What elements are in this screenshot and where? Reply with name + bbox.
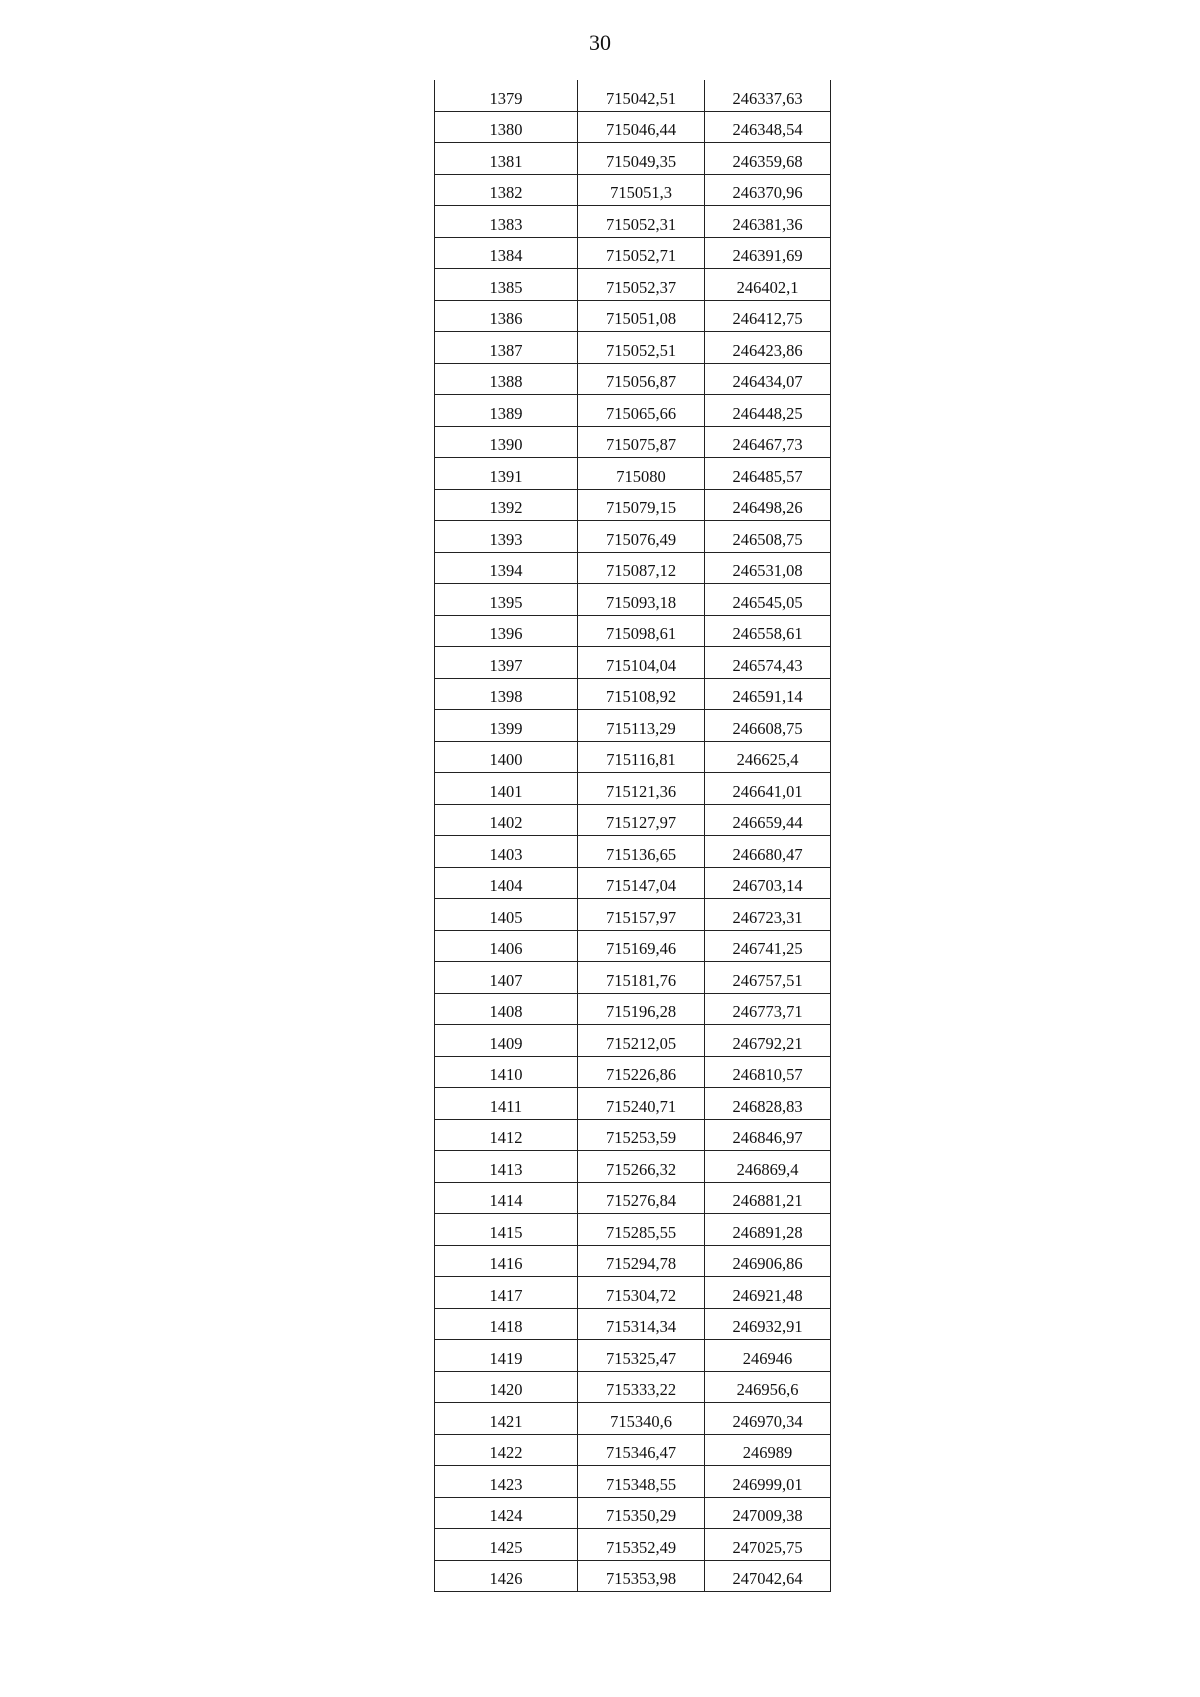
point-number-cell: 1408	[435, 993, 578, 1025]
table-row	[435, 1403, 831, 1435]
table-row	[435, 1277, 831, 1309]
table-row	[435, 80, 831, 111]
table-row	[435, 1560, 831, 1592]
y-coordinate-cell: 246659,44	[705, 804, 831, 836]
point-number-cell: 1426	[435, 1560, 578, 1592]
y-coordinate-cell: 246680,47	[705, 836, 831, 868]
table-row	[435, 1245, 831, 1277]
y-coordinate-cell: 246757,51	[705, 962, 831, 994]
x-coordinate-cell: 715104,04	[578, 647, 705, 679]
point-number-cell: 1403	[435, 836, 578, 868]
x-coordinate-cell: 715196,28	[578, 993, 705, 1025]
y-coordinate-cell: 246608,75	[705, 710, 831, 742]
point-number-cell: 1379	[435, 80, 578, 111]
table-row	[435, 1119, 831, 1151]
x-coordinate-cell: 715052,51	[578, 332, 705, 364]
x-coordinate-cell: 715046,44	[578, 111, 705, 143]
x-coordinate-cell: 715052,31	[578, 206, 705, 238]
y-coordinate-cell: 246337,63	[705, 80, 831, 111]
point-number-cell: 1392	[435, 489, 578, 521]
x-coordinate-cell: 715285,55	[578, 1214, 705, 1246]
y-coordinate-cell: 246703,14	[705, 867, 831, 899]
point-number-cell: 1406	[435, 930, 578, 962]
y-coordinate-cell: 246741,25	[705, 930, 831, 962]
point-number-cell: 1410	[435, 1056, 578, 1088]
point-number-cell: 1382	[435, 174, 578, 206]
point-number-cell: 1413	[435, 1151, 578, 1183]
y-coordinate-cell: 246773,71	[705, 993, 831, 1025]
x-coordinate-cell: 715056,87	[578, 363, 705, 395]
x-coordinate-cell: 715113,29	[578, 710, 705, 742]
y-coordinate-cell: 246956,6	[705, 1371, 831, 1403]
x-coordinate-cell: 715051,3	[578, 174, 705, 206]
table-row	[435, 1025, 831, 1057]
y-coordinate-cell: 247009,38	[705, 1497, 831, 1529]
point-number-cell: 1420	[435, 1371, 578, 1403]
x-coordinate-cell: 715052,71	[578, 237, 705, 269]
x-coordinate-cell: 715049,35	[578, 143, 705, 175]
y-coordinate-cell: 246381,36	[705, 206, 831, 238]
point-number-cell: 1395	[435, 584, 578, 616]
point-number-cell: 1412	[435, 1119, 578, 1151]
table-row	[435, 174, 831, 206]
x-coordinate-cell: 715098,61	[578, 615, 705, 647]
x-coordinate-cell: 715052,37	[578, 269, 705, 301]
y-coordinate-cell: 246989	[705, 1434, 831, 1466]
point-number-cell: 1414	[435, 1182, 578, 1214]
x-coordinate-cell: 715127,97	[578, 804, 705, 836]
point-number-cell: 1417	[435, 1277, 578, 1309]
table-row	[435, 269, 831, 301]
x-coordinate-cell: 715226,86	[578, 1056, 705, 1088]
point-number-cell: 1401	[435, 773, 578, 805]
table-row	[435, 1214, 831, 1246]
x-coordinate-cell: 715116,81	[578, 741, 705, 773]
point-number-cell: 1423	[435, 1466, 578, 1498]
y-coordinate-cell: 246591,14	[705, 678, 831, 710]
point-number-cell: 1383	[435, 206, 578, 238]
point-number-cell: 1415	[435, 1214, 578, 1246]
table-row	[435, 993, 831, 1025]
point-number-cell: 1399	[435, 710, 578, 742]
y-coordinate-cell: 246846,97	[705, 1119, 831, 1151]
y-coordinate-cell: 246558,61	[705, 615, 831, 647]
point-number-cell: 1425	[435, 1529, 578, 1561]
y-coordinate-cell: 246348,54	[705, 111, 831, 143]
y-coordinate-cell: 246391,69	[705, 237, 831, 269]
point-number-cell: 1380	[435, 111, 578, 143]
x-coordinate-cell: 715333,22	[578, 1371, 705, 1403]
point-number-cell: 1405	[435, 899, 578, 931]
x-coordinate-cell: 715346,47	[578, 1434, 705, 1466]
point-number-cell: 1389	[435, 395, 578, 427]
x-coordinate-cell: 715042,51	[578, 80, 705, 111]
point-number-cell: 1416	[435, 1245, 578, 1277]
y-coordinate-cell: 246498,26	[705, 489, 831, 521]
y-coordinate-cell: 246792,21	[705, 1025, 831, 1057]
table-row	[435, 1497, 831, 1529]
y-coordinate-cell: 246448,25	[705, 395, 831, 427]
y-coordinate-cell: 246641,01	[705, 773, 831, 805]
table-row	[435, 1466, 831, 1498]
x-coordinate-cell: 715108,92	[578, 678, 705, 710]
table-row	[435, 143, 831, 175]
x-coordinate-cell: 715276,84	[578, 1182, 705, 1214]
table-row	[435, 930, 831, 962]
x-coordinate-cell: 715076,49	[578, 521, 705, 553]
y-coordinate-cell: 246828,83	[705, 1088, 831, 1120]
x-coordinate-cell: 715353,98	[578, 1560, 705, 1592]
y-coordinate-cell: 246970,34	[705, 1403, 831, 1435]
y-coordinate-cell: 246467,73	[705, 426, 831, 458]
table-row	[435, 710, 831, 742]
x-coordinate-cell: 715080	[578, 458, 705, 490]
y-coordinate-cell: 246545,05	[705, 584, 831, 616]
y-coordinate-cell: 246485,57	[705, 458, 831, 490]
x-coordinate-cell: 715079,15	[578, 489, 705, 521]
table-row	[435, 647, 831, 679]
point-number-cell: 1421	[435, 1403, 578, 1435]
point-number-cell: 1391	[435, 458, 578, 490]
point-number-cell: 1418	[435, 1308, 578, 1340]
x-coordinate-cell: 715087,12	[578, 552, 705, 584]
table-row	[435, 741, 831, 773]
y-coordinate-cell: 246370,96	[705, 174, 831, 206]
y-coordinate-cell: 246869,4	[705, 1151, 831, 1183]
table-row	[435, 206, 831, 238]
table-row	[435, 1434, 831, 1466]
y-coordinate-cell: 246423,86	[705, 332, 831, 364]
y-coordinate-cell: 246508,75	[705, 521, 831, 553]
point-number-cell: 1387	[435, 332, 578, 364]
point-number-cell: 1385	[435, 269, 578, 301]
x-coordinate-cell: 715348,55	[578, 1466, 705, 1498]
y-coordinate-cell: 247025,75	[705, 1529, 831, 1561]
point-number-cell: 1409	[435, 1025, 578, 1057]
y-coordinate-cell: 246946	[705, 1340, 831, 1372]
x-coordinate-cell: 715253,59	[578, 1119, 705, 1151]
table-row	[435, 300, 831, 332]
y-coordinate-cell: 246412,75	[705, 300, 831, 332]
table-row	[435, 1371, 831, 1403]
x-coordinate-cell: 715304,72	[578, 1277, 705, 1309]
x-coordinate-cell: 715352,49	[578, 1529, 705, 1561]
point-number-cell: 1422	[435, 1434, 578, 1466]
point-number-cell: 1388	[435, 363, 578, 395]
point-number-cell: 1407	[435, 962, 578, 994]
table-row	[435, 489, 831, 521]
x-coordinate-cell: 715181,76	[578, 962, 705, 994]
x-coordinate-cell: 715314,34	[578, 1308, 705, 1340]
y-coordinate-cell: 246906,86	[705, 1245, 831, 1277]
y-coordinate-cell: 246531,08	[705, 552, 831, 584]
table-row	[435, 1056, 831, 1088]
page-number: 30	[589, 30, 611, 55]
table-row	[435, 395, 831, 427]
point-number-cell: 1394	[435, 552, 578, 584]
table-row	[435, 1182, 831, 1214]
table-row	[435, 1529, 831, 1561]
table-row	[435, 111, 831, 143]
table-row	[435, 899, 831, 931]
y-coordinate-cell: 247042,64	[705, 1560, 831, 1592]
x-coordinate-cell: 715147,04	[578, 867, 705, 899]
y-coordinate-cell: 246881,21	[705, 1182, 831, 1214]
x-coordinate-cell: 715136,65	[578, 836, 705, 868]
point-number-cell: 1402	[435, 804, 578, 836]
y-coordinate-cell: 246723,31	[705, 899, 831, 931]
y-coordinate-cell: 246574,43	[705, 647, 831, 679]
table-row	[435, 458, 831, 490]
y-coordinate-cell: 246810,57	[705, 1056, 831, 1088]
y-coordinate-cell: 246625,4	[705, 741, 831, 773]
table-row	[435, 584, 831, 616]
point-number-cell: 1400	[435, 741, 578, 773]
y-coordinate-cell: 246999,01	[705, 1466, 831, 1498]
y-coordinate-cell: 246891,28	[705, 1214, 831, 1246]
table-row	[435, 237, 831, 269]
x-coordinate-cell: 715093,18	[578, 584, 705, 616]
x-coordinate-cell: 715340,6	[578, 1403, 705, 1435]
y-coordinate-cell: 246359,68	[705, 143, 831, 175]
y-coordinate-cell: 246921,48	[705, 1277, 831, 1309]
table-row	[435, 426, 831, 458]
point-number-cell: 1386	[435, 300, 578, 332]
point-number-cell: 1404	[435, 867, 578, 899]
point-number-cell: 1411	[435, 1088, 578, 1120]
y-coordinate-cell: 246434,07	[705, 363, 831, 395]
table-row	[435, 1088, 831, 1120]
table-row	[435, 962, 831, 994]
table-row	[435, 836, 831, 868]
point-number-cell: 1424	[435, 1497, 578, 1529]
point-number-cell: 1393	[435, 521, 578, 553]
point-number-cell: 1396	[435, 615, 578, 647]
x-coordinate-cell: 715240,71	[578, 1088, 705, 1120]
x-coordinate-cell: 715266,32	[578, 1151, 705, 1183]
point-number-cell: 1397	[435, 647, 578, 679]
x-coordinate-cell: 715121,36	[578, 773, 705, 805]
x-coordinate-cell: 715169,46	[578, 930, 705, 962]
x-coordinate-cell: 715075,87	[578, 426, 705, 458]
y-coordinate-cell: 246932,91	[705, 1308, 831, 1340]
x-coordinate-cell: 715051,08	[578, 300, 705, 332]
table-row	[435, 1340, 831, 1372]
table-row	[435, 804, 831, 836]
y-coordinate-cell: 246402,1	[705, 269, 831, 301]
table-row	[435, 773, 831, 805]
table-row	[435, 615, 831, 647]
x-coordinate-cell: 715350,29	[578, 1497, 705, 1529]
point-number-cell: 1390	[435, 426, 578, 458]
table-row	[435, 1308, 831, 1340]
point-number-cell: 1384	[435, 237, 578, 269]
point-number-cell: 1398	[435, 678, 578, 710]
table-row	[435, 867, 831, 899]
x-coordinate-cell: 715157,97	[578, 899, 705, 931]
coordinates-table-body	[435, 80, 831, 1592]
coordinates-table	[434, 80, 831, 1592]
point-number-cell: 1381	[435, 143, 578, 175]
table-row	[435, 521, 831, 553]
table-row	[435, 363, 831, 395]
point-number-cell: 1419	[435, 1340, 578, 1372]
table-row	[435, 678, 831, 710]
x-coordinate-cell: 715294,78	[578, 1245, 705, 1277]
table-row	[435, 552, 831, 584]
x-coordinate-cell: 715325,47	[578, 1340, 705, 1372]
x-coordinate-cell: 715212,05	[578, 1025, 705, 1057]
table-row	[435, 332, 831, 364]
x-coordinate-cell: 715065,66	[578, 395, 705, 427]
table-row	[435, 1151, 831, 1183]
